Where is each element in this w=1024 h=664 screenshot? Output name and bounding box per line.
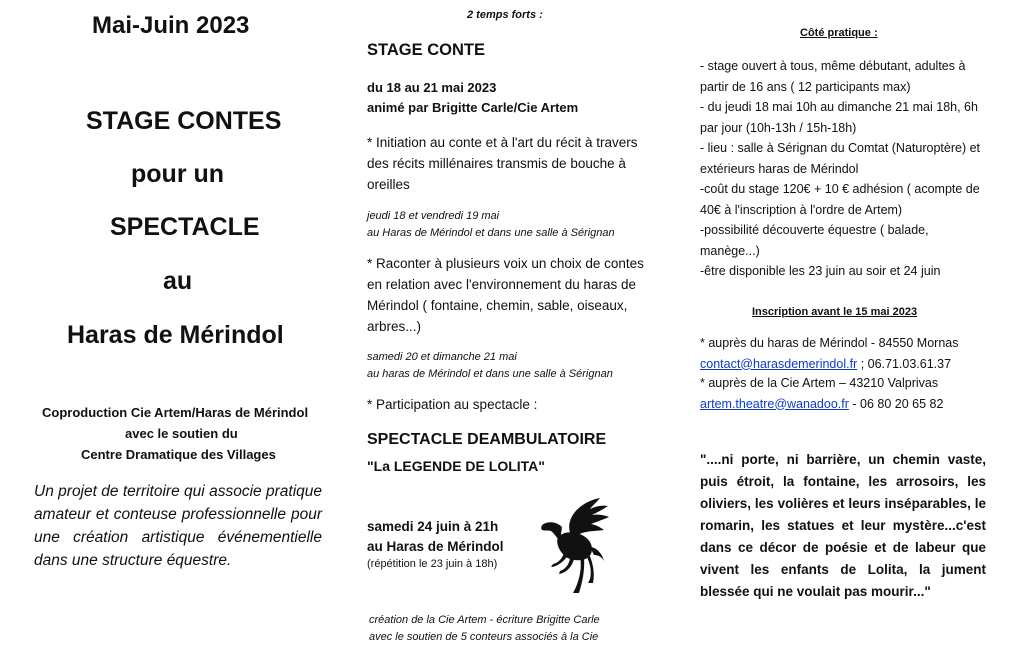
- note-weekend: [367, 349, 613, 383]
- show-subtitle: "La LEGENDE DE LOLITA": [367, 458, 545, 474]
- contact-email-link[interactable]: contact@harasdemerindol.fr: [700, 356, 858, 371]
- title-line-5: Haras de Mérindol: [67, 321, 284, 349]
- contact-email-link[interactable]: artem.theatre@wanadoo.fr: [700, 396, 849, 411]
- practical-title: Côté pratique :: [800, 27, 878, 39]
- stage-title: STAGE CONTE: [367, 41, 485, 59]
- title-line-1: STAGE CONTES: [86, 107, 282, 135]
- coproduction-line-3: Centre Dramatique des Villages: [81, 447, 276, 462]
- practical-line: manège...): [700, 243, 760, 258]
- event-date: Mai-Juin 2023: [92, 12, 250, 39]
- practical-line: - lieu : salle à Sérignan du Comtat (Naturoptère) et: [700, 141, 980, 155]
- contact-line: [700, 394, 943, 415]
- practical-line: -possibilité découverte équestre ( balade,: [700, 223, 929, 237]
- practical-line: -coût du stage 120€ + 10 € adhésion ( acompte de: [700, 182, 980, 196]
- pegasus-icon: [536, 497, 612, 595]
- title-line-2: pour un: [131, 160, 225, 188]
- show-date: samedi 24 juin à 21h: [367, 519, 499, 534]
- practical-line: -être disponible les 23 juin au soir et 24 juin: [700, 264, 941, 278]
- legend-quote: "....ni porte, ni barrière, un chemin vaste, puis étroit, la fontaine, les arrosoirs, les oliviers, les volières et leurs inséparables, le romarin, les statues et leur mystère...c'est dans ce décor de poésie et de labeur que vivent les enfants de Lolita, la jument blessée qui ne voulait pas mourir...": [700, 452, 986, 599]
- right-column: [690, 0, 1024, 664]
- note-thursday-friday: [367, 208, 615, 242]
- note-line: au haras de Mérindol et dans une salle à Sérignan: [367, 368, 613, 380]
- contact-artem: [700, 373, 943, 414]
- coproduction-line-1: Coproduction Cie Artem/Haras de Mérindol: [42, 405, 309, 420]
- show-title: SPECTACLE DEAMBULATOIRE: [367, 431, 607, 448]
- highlights-header: 2 temps forts :: [467, 9, 543, 21]
- contact-haras: [700, 333, 958, 374]
- contact-phone: ; 06.71.03.61.37: [857, 356, 952, 371]
- practical-line: par jour (10h-13h / 15h-18h): [700, 120, 857, 135]
- contact-address: * auprès du haras de Mérindol - 84550 Mornas: [700, 336, 959, 350]
- credits: [369, 612, 600, 646]
- note-line: au Haras de Mérindol et dans une salle à Sérignan: [367, 227, 615, 239]
- credits-line: création de la Cie Artem - écriture Brigitte Carle: [369, 614, 600, 626]
- contact-address: * auprès de la Cie Artem – 43210 Valprivas: [700, 376, 939, 390]
- contact-phone: - 06 80 20 65 82: [848, 396, 944, 411]
- show-rehearsal: (répétition le 23 juin à 18h): [367, 558, 498, 570]
- p1-line: * Initiation au conte et à l'art du récit à travers: [367, 135, 638, 150]
- coproduction-line-2: avec le soutien du: [125, 426, 238, 441]
- left-column: [0, 0, 350, 664]
- practical-info: [700, 56, 980, 282]
- p2-line: Mérindol ( fontaine, chemin, sable, oiseaux,: [367, 298, 628, 313]
- p1-line: oreilles: [367, 177, 410, 192]
- stage-lead: animé par Brigitte Carle/Cie Artem: [367, 100, 579, 115]
- credits-line: avec le soutien de 5 conteurs associés à la Cie: [369, 631, 599, 643]
- p1-line: des récits millénaires transmis de bouche à: [367, 156, 626, 171]
- participation-line: * Participation au spectacle :: [367, 397, 538, 412]
- p2-line: en relation avec l'environnement du haras de: [367, 277, 636, 292]
- p2-line: * Raconter à plusieurs voix un choix de contes: [367, 256, 644, 271]
- title-line-4: au: [163, 267, 193, 295]
- note-line: samedi 20 et dimanche 21 mai: [367, 351, 517, 363]
- note-line: jeudi 18 et vendredi 19 mai: [367, 210, 500, 222]
- middle-column: [355, 0, 685, 664]
- project-intro: Un projet de territoire qui associe pratique amateur et conteuse professionnelle pour une création artistique événementielle dans une structure équestre.: [34, 483, 322, 569]
- practical-line: partir de 16 ans ( 12 participants max): [700, 79, 911, 94]
- practical-line: 40€ à l'inscription à l'ordre de Artem): [700, 202, 903, 217]
- contact-line: [700, 354, 958, 375]
- practical-line: - stage ouvert à tous, même débutant, adultes à: [700, 59, 966, 73]
- paragraph-initiation: [367, 132, 637, 195]
- inscription-title: Inscription avant le 15 mai 2023: [752, 306, 918, 318]
- title-line-3: SPECTACLE: [110, 213, 260, 241]
- show-place: au Haras de Mérindol: [367, 539, 504, 554]
- practical-line: - du jeudi 18 mai 10h au dimanche 21 mai 18h, 6h: [700, 100, 978, 114]
- p2-line: arbres...): [367, 319, 422, 334]
- paragraph-voices: [367, 253, 644, 337]
- stage-dates: du 18 au 21 mai 2023: [367, 80, 497, 95]
- practical-line: extérieurs haras de Mérindol: [700, 161, 859, 176]
